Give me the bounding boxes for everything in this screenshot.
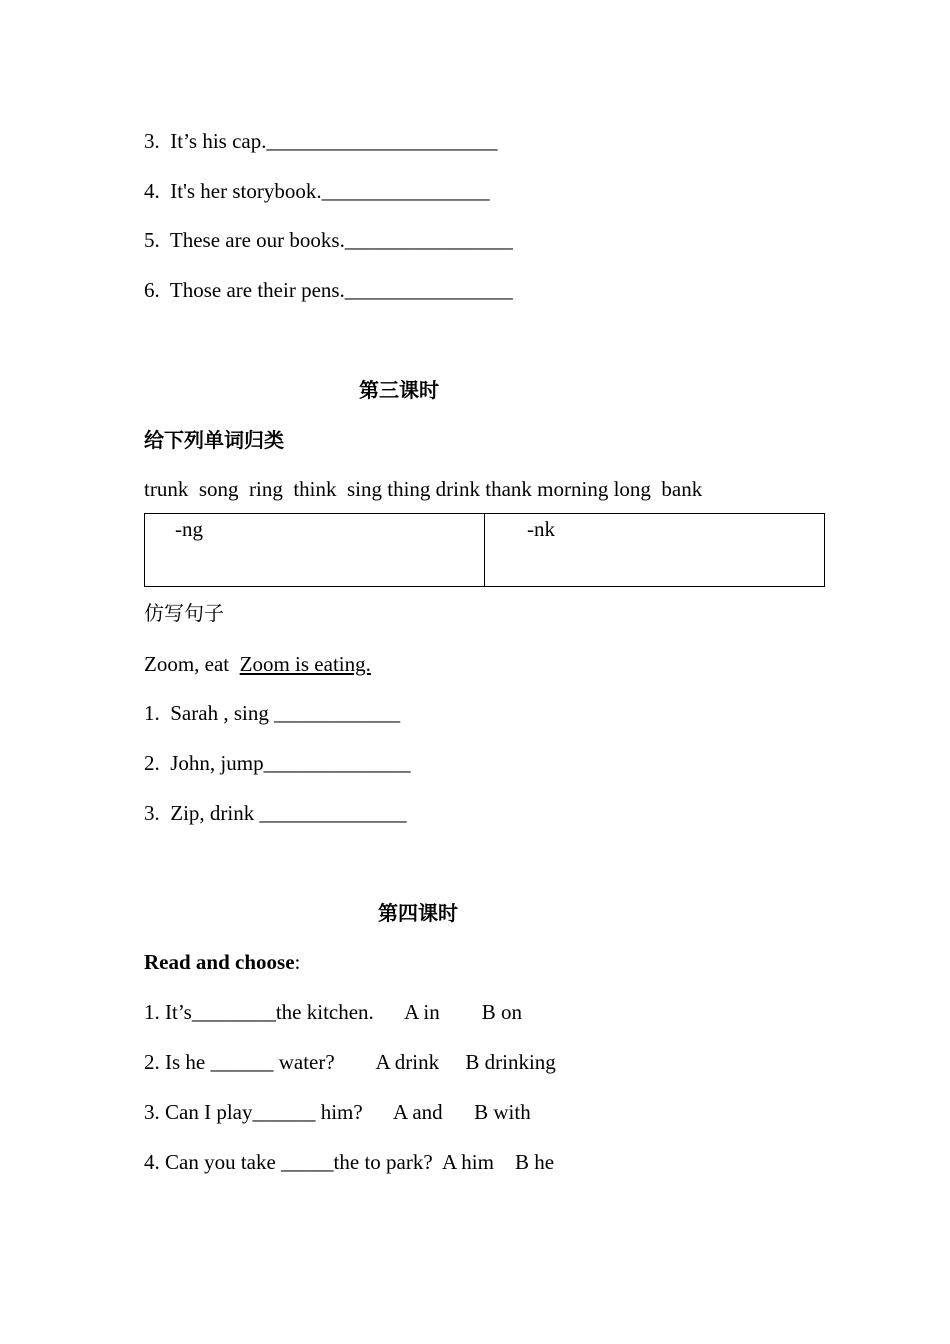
exercise-item: 3. Zip, drink ______________: [144, 801, 407, 825]
example-line: [144, 651, 371, 677]
choice-item: 3. Can I play______ him? A and B with: [144, 1100, 531, 1124]
choice-item: 2. Is he ______ water? A drink B drinking: [144, 1050, 556, 1074]
word-list: trunk song ring think sing thing drink thank morning long bank: [144, 477, 703, 501]
lesson3-title: 第三课时: [359, 378, 439, 402]
exercise-item: 1. Sarah , sing ____________: [144, 701, 401, 725]
ng-column[interactable]: -ng: [145, 514, 485, 587]
sorting-table: [144, 513, 825, 587]
exercise-item: 6. Those are their pens.________________: [144, 278, 513, 302]
imitate-heading: 仿写句子: [144, 601, 224, 625]
choice-item: 1. It’s________the kitchen. A in B on: [144, 1000, 522, 1024]
exercise-item: 4. It's her storybook.________________: [144, 179, 490, 203]
instruction: Read and choose:: [144, 950, 301, 974]
example-answer: Zoom is eating.: [239, 652, 371, 676]
choice-item: 4. Can you take _____the to park? A him B he: [144, 1150, 555, 1174]
exercise-item: 2. John, jump______________: [144, 751, 411, 775]
exercise-item: 3. It’s his cap.______________________: [144, 129, 498, 153]
exercise-item: 5. These are our books.________________: [144, 228, 513, 252]
nk-column[interactable]: -nk: [485, 514, 825, 587]
example-prompt: Zoom, eat: [144, 652, 240, 676]
classify-heading: 给下列单词归类: [144, 428, 284, 452]
lesson4-title: 第四课时: [378, 901, 458, 925]
